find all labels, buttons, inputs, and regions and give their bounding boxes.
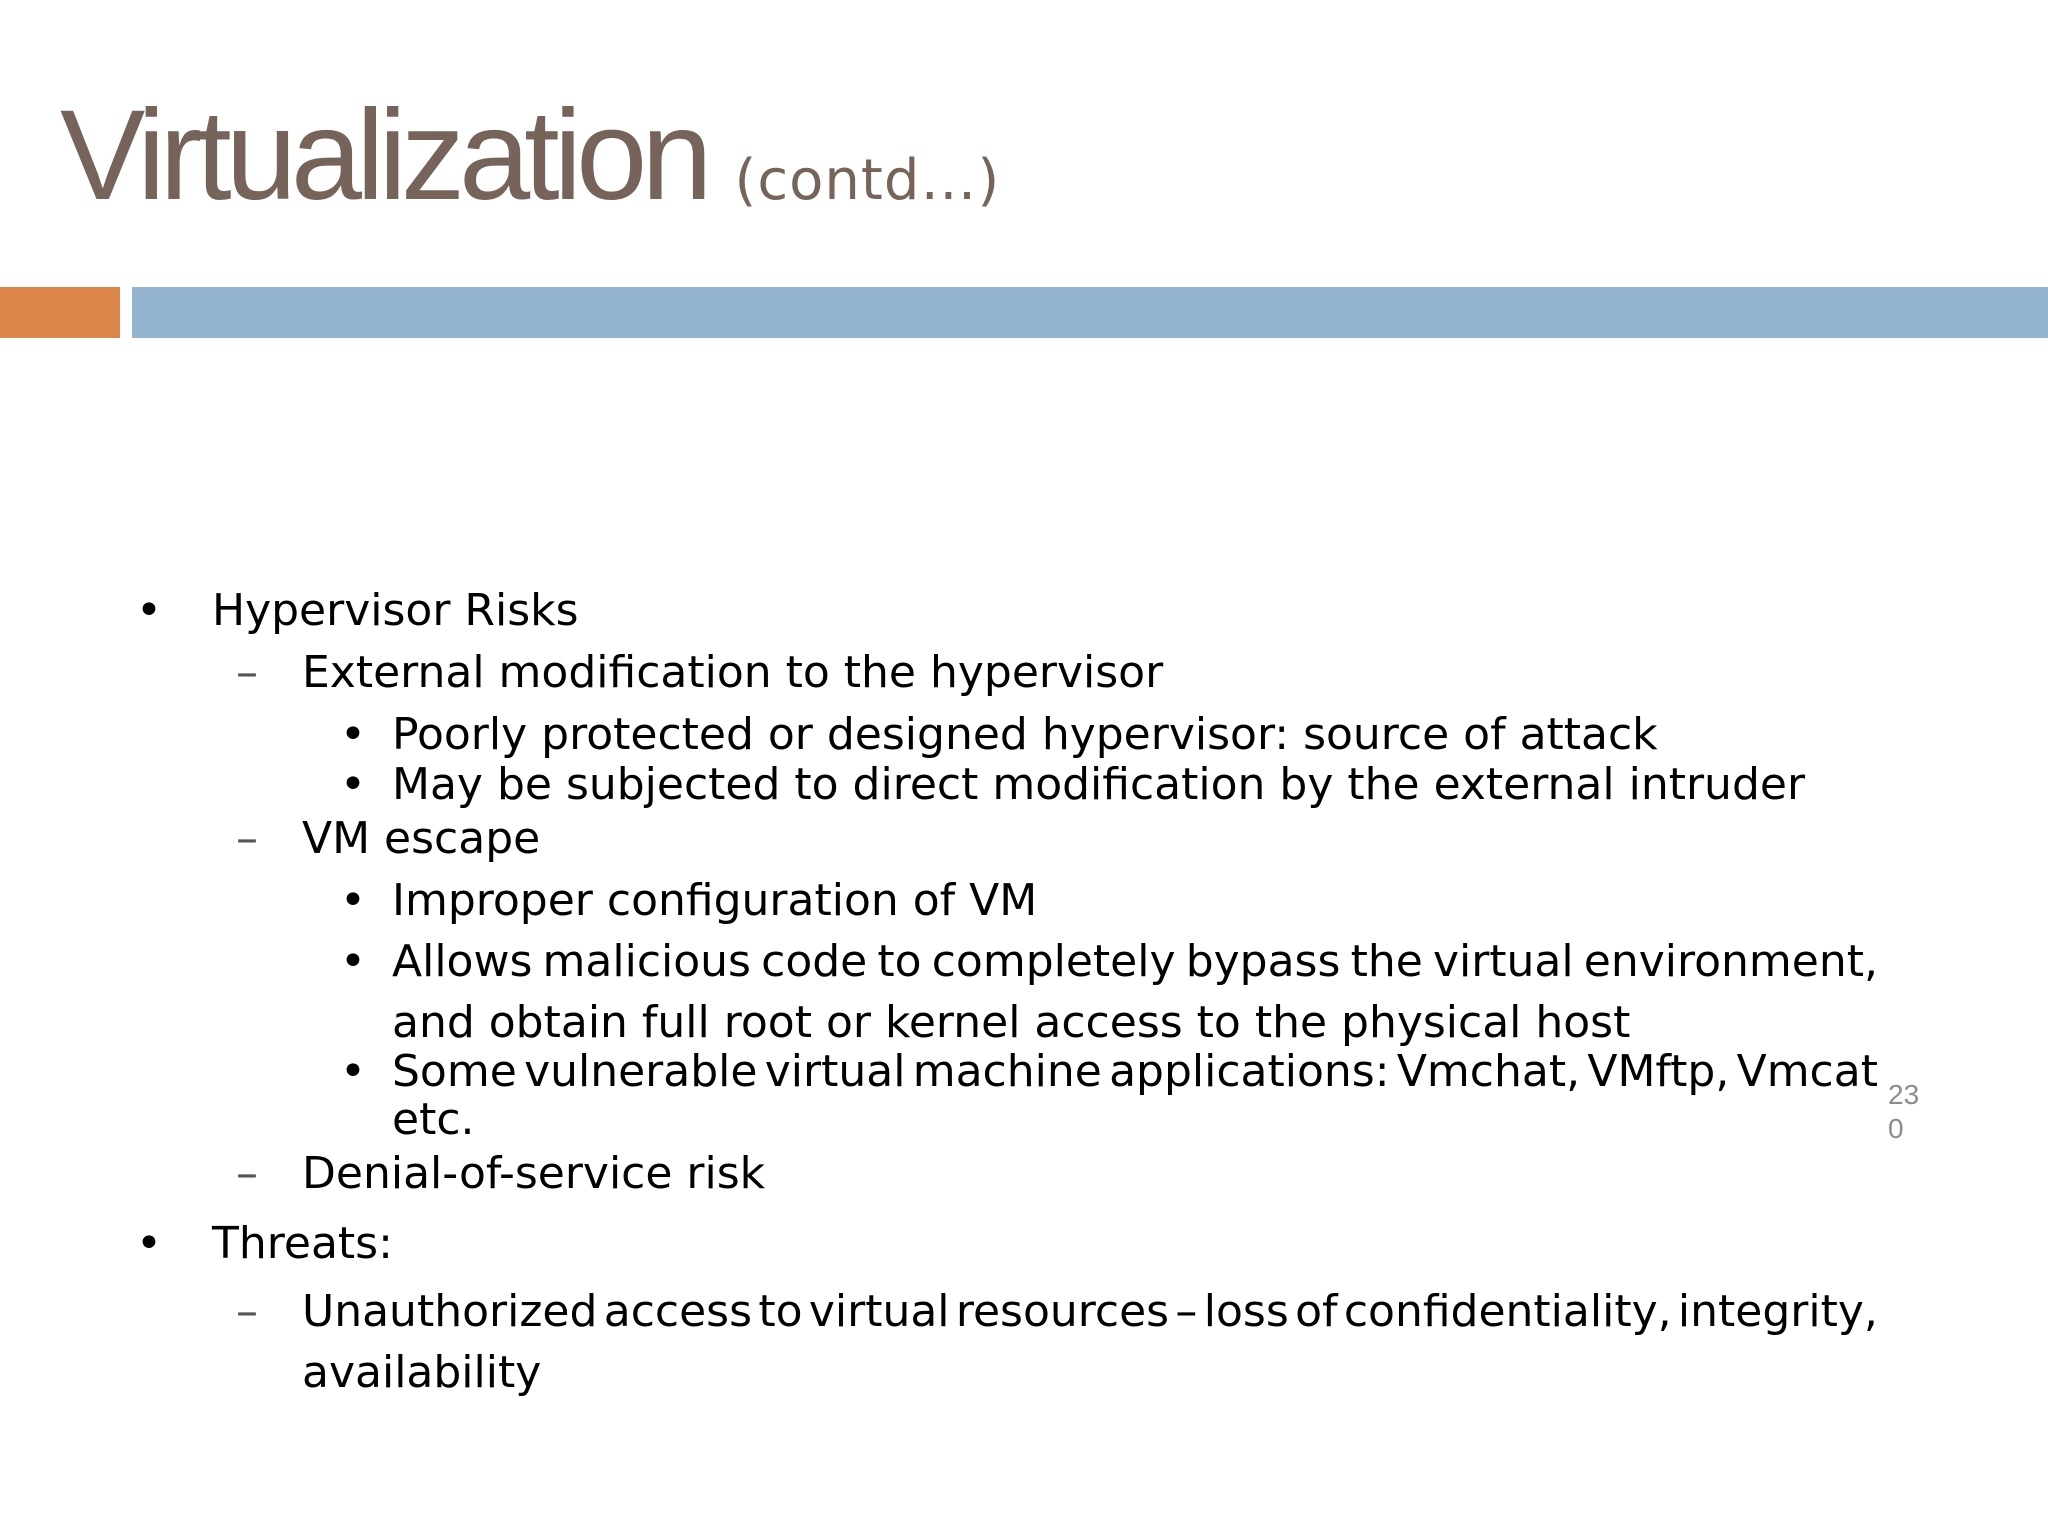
word: bypass bbox=[1185, 936, 1341, 987]
bullet-marker-level1: • bbox=[136, 585, 162, 636]
bullet-marker-level3: • bbox=[340, 709, 366, 760]
word: completely bbox=[931, 936, 1176, 987]
bullet-text: and obtain full root or kernel access to the physical host bbox=[392, 997, 1631, 1048]
dash-marker-level2: – bbox=[236, 1286, 258, 1337]
bullet-text: Hypervisor Risks bbox=[212, 585, 579, 636]
bullet-marker-level1: • bbox=[136, 1218, 162, 1269]
bullet-text: External modification to the hypervisor bbox=[302, 647, 1164, 698]
bullet-text: Threats: bbox=[212, 1218, 393, 1269]
bullet-text: etc. bbox=[392, 1094, 475, 1145]
word: to bbox=[758, 1286, 803, 1337]
slide-subtitle: (contd…) bbox=[734, 148, 1001, 213]
word: of bbox=[1295, 1286, 1338, 1337]
bullet-text: Denial-of-service risk bbox=[302, 1148, 766, 1199]
page-number: 230 bbox=[1888, 1079, 1920, 1144]
word: confidentiality, bbox=[1343, 1286, 1672, 1337]
word: Some bbox=[392, 1046, 517, 1097]
word: Allows bbox=[392, 936, 533, 987]
word: VMftp, bbox=[1587, 1046, 1730, 1097]
word: access bbox=[603, 1286, 753, 1337]
word: virtual bbox=[764, 1046, 906, 1097]
bullet-text: Improper configuration of VM bbox=[392, 875, 1038, 926]
word: virtual bbox=[808, 1286, 950, 1337]
dash-marker-level2: – bbox=[236, 813, 258, 864]
bullet-text-justified bbox=[392, 936, 1878, 987]
bullet-text-justified bbox=[392, 1046, 1878, 1097]
bullet-text: availability bbox=[302, 1347, 542, 1398]
bullet-marker-level3: • bbox=[340, 875, 366, 926]
word: loss bbox=[1203, 1286, 1289, 1337]
bullet-text: May be subjected to direct modification by the external intruder bbox=[392, 759, 1806, 810]
word: Vmcat bbox=[1736, 1046, 1878, 1097]
bullet-text: Poorly protected or designed hypervisor: source of attack bbox=[392, 709, 1658, 760]
bullet-marker-level3: • bbox=[340, 936, 366, 987]
bullet-marker-level3: • bbox=[340, 759, 366, 810]
bullet-text: VM escape bbox=[302, 813, 541, 864]
word: Vmchat, bbox=[1396, 1046, 1581, 1097]
word: the bbox=[1350, 936, 1423, 987]
word: Unauthorized bbox=[302, 1286, 598, 1337]
word: to bbox=[877, 936, 922, 987]
word: applications: bbox=[1109, 1046, 1390, 1097]
word: integrity, bbox=[1677, 1286, 1878, 1337]
bullet-marker-level3: • bbox=[340, 1046, 366, 1097]
slide-title: Virtualization bbox=[60, 84, 707, 227]
word: environment, bbox=[1583, 936, 1878, 987]
dash-marker-level2: – bbox=[236, 647, 258, 698]
word: virtual bbox=[1432, 936, 1574, 987]
bullet-text-justified bbox=[302, 1286, 1878, 1337]
word: code bbox=[761, 936, 868, 987]
word: malicious bbox=[542, 936, 751, 987]
word: – bbox=[1175, 1286, 1198, 1337]
word: resources bbox=[955, 1286, 1170, 1337]
word: machine bbox=[912, 1046, 1102, 1097]
word: vulnerable bbox=[524, 1046, 758, 1097]
dash-marker-level2: – bbox=[236, 1148, 258, 1199]
